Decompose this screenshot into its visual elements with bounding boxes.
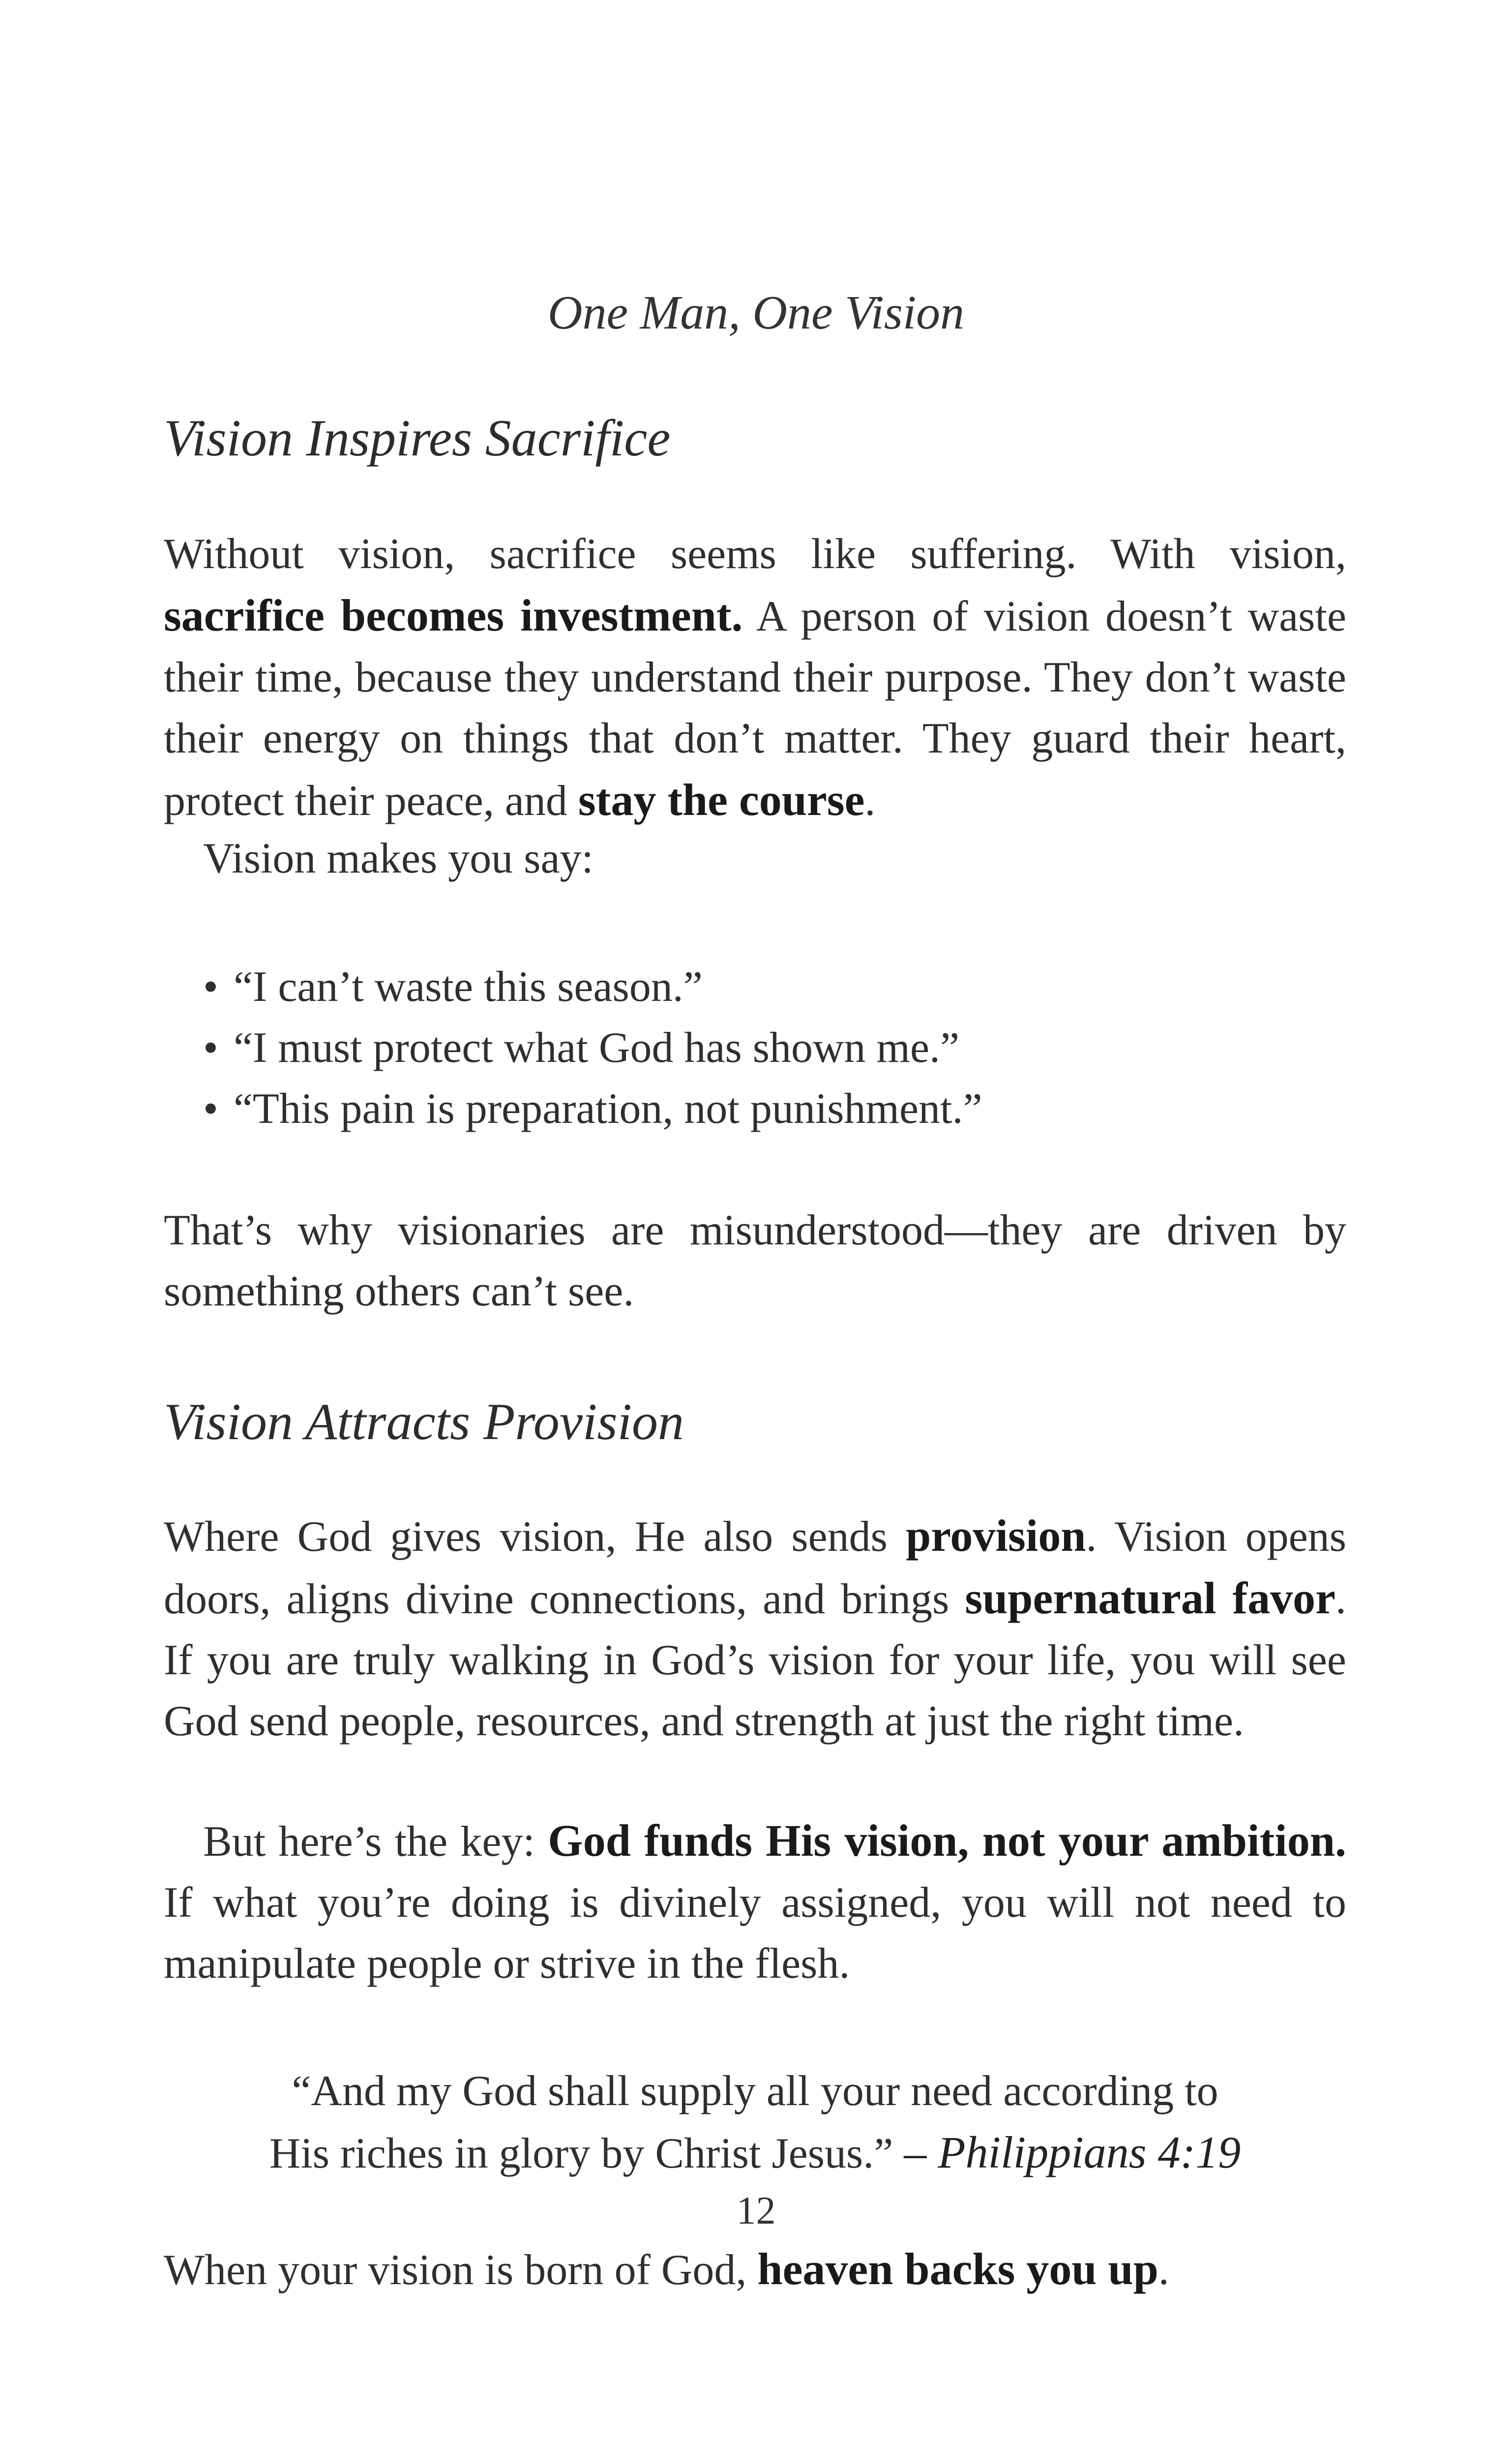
verse-line <box>164 2122 1346 2184</box>
section-heading-sacrifice: Vision Inspires Sacrifice <box>164 409 671 467</box>
text-run: Where God gives vision, He also sends <box>164 1513 906 1561</box>
emphasis-text: God funds His vision, not your ambition. <box>548 1815 1347 1866</box>
list-item: • “I must protect what God has shown me.” <box>203 1018 982 1079</box>
text-run: But here’s the key: <box>203 1818 548 1866</box>
emphasis-text: heaven backs you up <box>757 2244 1158 2294</box>
paragraph-provision <box>164 1505 1346 1752</box>
list-item: • “I can’t waste this season.” <box>203 957 982 1018</box>
vision-intro-line: Vision makes you say: <box>203 835 593 882</box>
paragraph-key <box>164 1810 1346 1994</box>
emphasis-text: supernatural favor <box>965 1573 1336 1623</box>
emphasis-text: sacrifice becomes investment. <box>164 590 743 640</box>
text-run: Without vision, sacrifice seems like suffering. With vision, <box>164 530 1346 578</box>
text-run: . <box>1158 2246 1169 2294</box>
vision-bullet-list <box>203 957 982 1140</box>
scripture-quote <box>164 2061 1346 2184</box>
verse-line: “And my God shall supply all your need according to <box>292 2067 1218 2115</box>
closing-line <box>164 2243 1169 2295</box>
paragraph-sacrifice <box>164 524 1346 832</box>
verse-text: His riches in glory by Christ Jesus.” <box>269 2130 893 2177</box>
section-heading-provision: Vision Attracts Provision <box>164 1393 684 1450</box>
page-number: 12 <box>736 2189 776 2232</box>
paragraph-visionaries: That’s why visionaries are misunderstood—they are driven by something others can’t see. <box>164 1206 1346 1315</box>
list-item: • “This pain is preparation, not punishment.” <box>203 1079 982 1140</box>
text-run: . Vision opens doors, aligns divine connections, and brings <box>164 1513 1347 1623</box>
emphasis-text: provision <box>906 1510 1086 1561</box>
text-run: . <box>864 777 876 825</box>
text-run: . If you are truly walking in God’s vision for your life, you will see God send people, resources, and strength at just the right time. <box>164 1575 1347 1745</box>
text-run: When your vision is born of God, <box>164 2246 758 2294</box>
text-run: If what you’re doing is divinely assigned, you will not need to manipulate people or strive in the flesh. <box>164 1879 1346 1988</box>
emphasis-text: stay the course <box>578 775 865 825</box>
text-run: A person of vision doesn’t waste their time, because they understand their purpose. They don’t waste their energy on things that don’t matter. They guard their heart, protect their peace, and <box>164 593 1346 825</box>
verse-reference: – Philippians 4:19 <box>904 2127 1241 2177</box>
running-head: One Man, One Vision <box>547 286 965 339</box>
